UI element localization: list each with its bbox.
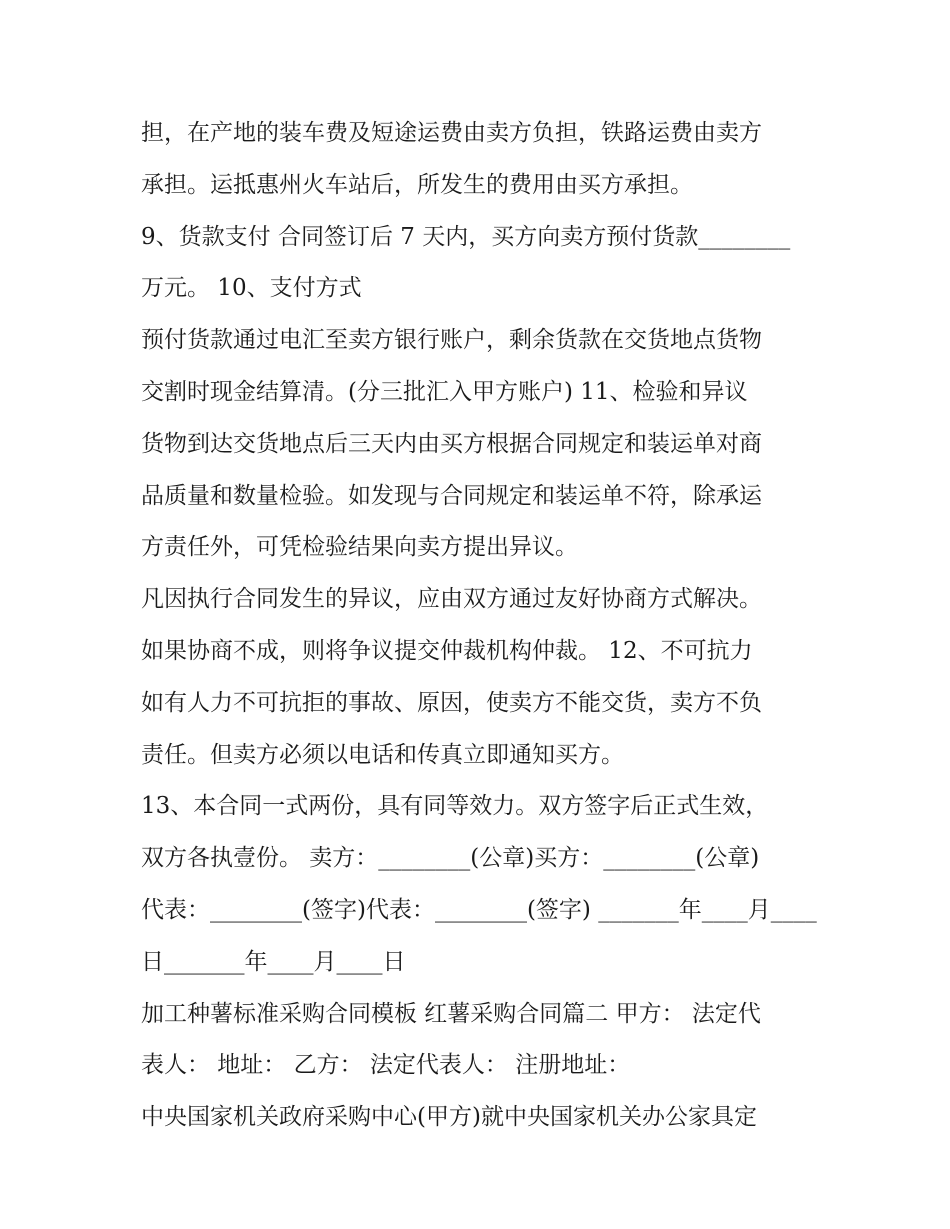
text-line: 9、货款支付 合同签订后 7 天内，买方向卖方预付货款________ xyxy=(141,223,791,250)
text-line: 方责任外，可凭检验结果向卖方提出异议。 xyxy=(141,534,578,561)
contract-body xyxy=(141,108,821,1144)
text-line: 如有人力不可抗拒的事故、原因，使卖方不能交货，卖方不负 xyxy=(141,689,762,716)
text-line: 代表：________(签字)代表：________(签字) _______年____月____ xyxy=(141,896,817,923)
text-line: 双方各执壹份。 卖方：________(公章)买方：________(公章) xyxy=(141,845,760,872)
text-line: 品质量和数量检验。如发现与合同规定和装运单不符，除承运 xyxy=(141,482,762,509)
text-line: 13、本合同一式两份，具有同等效力。双方签字后正式生效， xyxy=(141,793,769,820)
text-line: 凡因执行合同发生的异议，应由双方通过友好协商方式解决。 xyxy=(141,586,762,613)
text-line: 预付货款通过电汇至卖方银行账户，剩余货款在交货地点货物 xyxy=(141,327,762,354)
text-line: 承担。运抵惠州火车站后，所发生的费用由买方承担。 xyxy=(141,171,693,198)
text-line: 中央国家机关政府采购中心(甲方)就中央国家机关办公家具定 xyxy=(141,1104,757,1131)
text-line: 表人： 地址： 乙方： 法定代表人： 注册地址： xyxy=(141,1052,631,1079)
text-line: 日_______年____月____日 xyxy=(141,948,406,975)
text-line: 责任。但卖方必须以电话和传真立即通知买方。 xyxy=(141,741,624,768)
text-line: 担，在产地的装车费及短途运费由卖方负担，铁路运费由卖方 xyxy=(141,120,762,146)
text-line: 万元。 10、支付方式 xyxy=(141,275,362,302)
text-line: 加工种薯标准采购合同模板 红薯采购合同篇二 甲方： 法定代 xyxy=(141,1000,761,1027)
text-line: 交割时现金结算清。(分三批汇入甲方账户) 11、检验和异议 xyxy=(141,378,748,405)
text-line: 货物到达交货地点后三天内由买方根据合同规定和装运单对商 xyxy=(141,430,762,457)
text-line: 如果协商不成，则将争议提交仲裁机构仲裁。 12、不可抗力 xyxy=(141,637,753,664)
